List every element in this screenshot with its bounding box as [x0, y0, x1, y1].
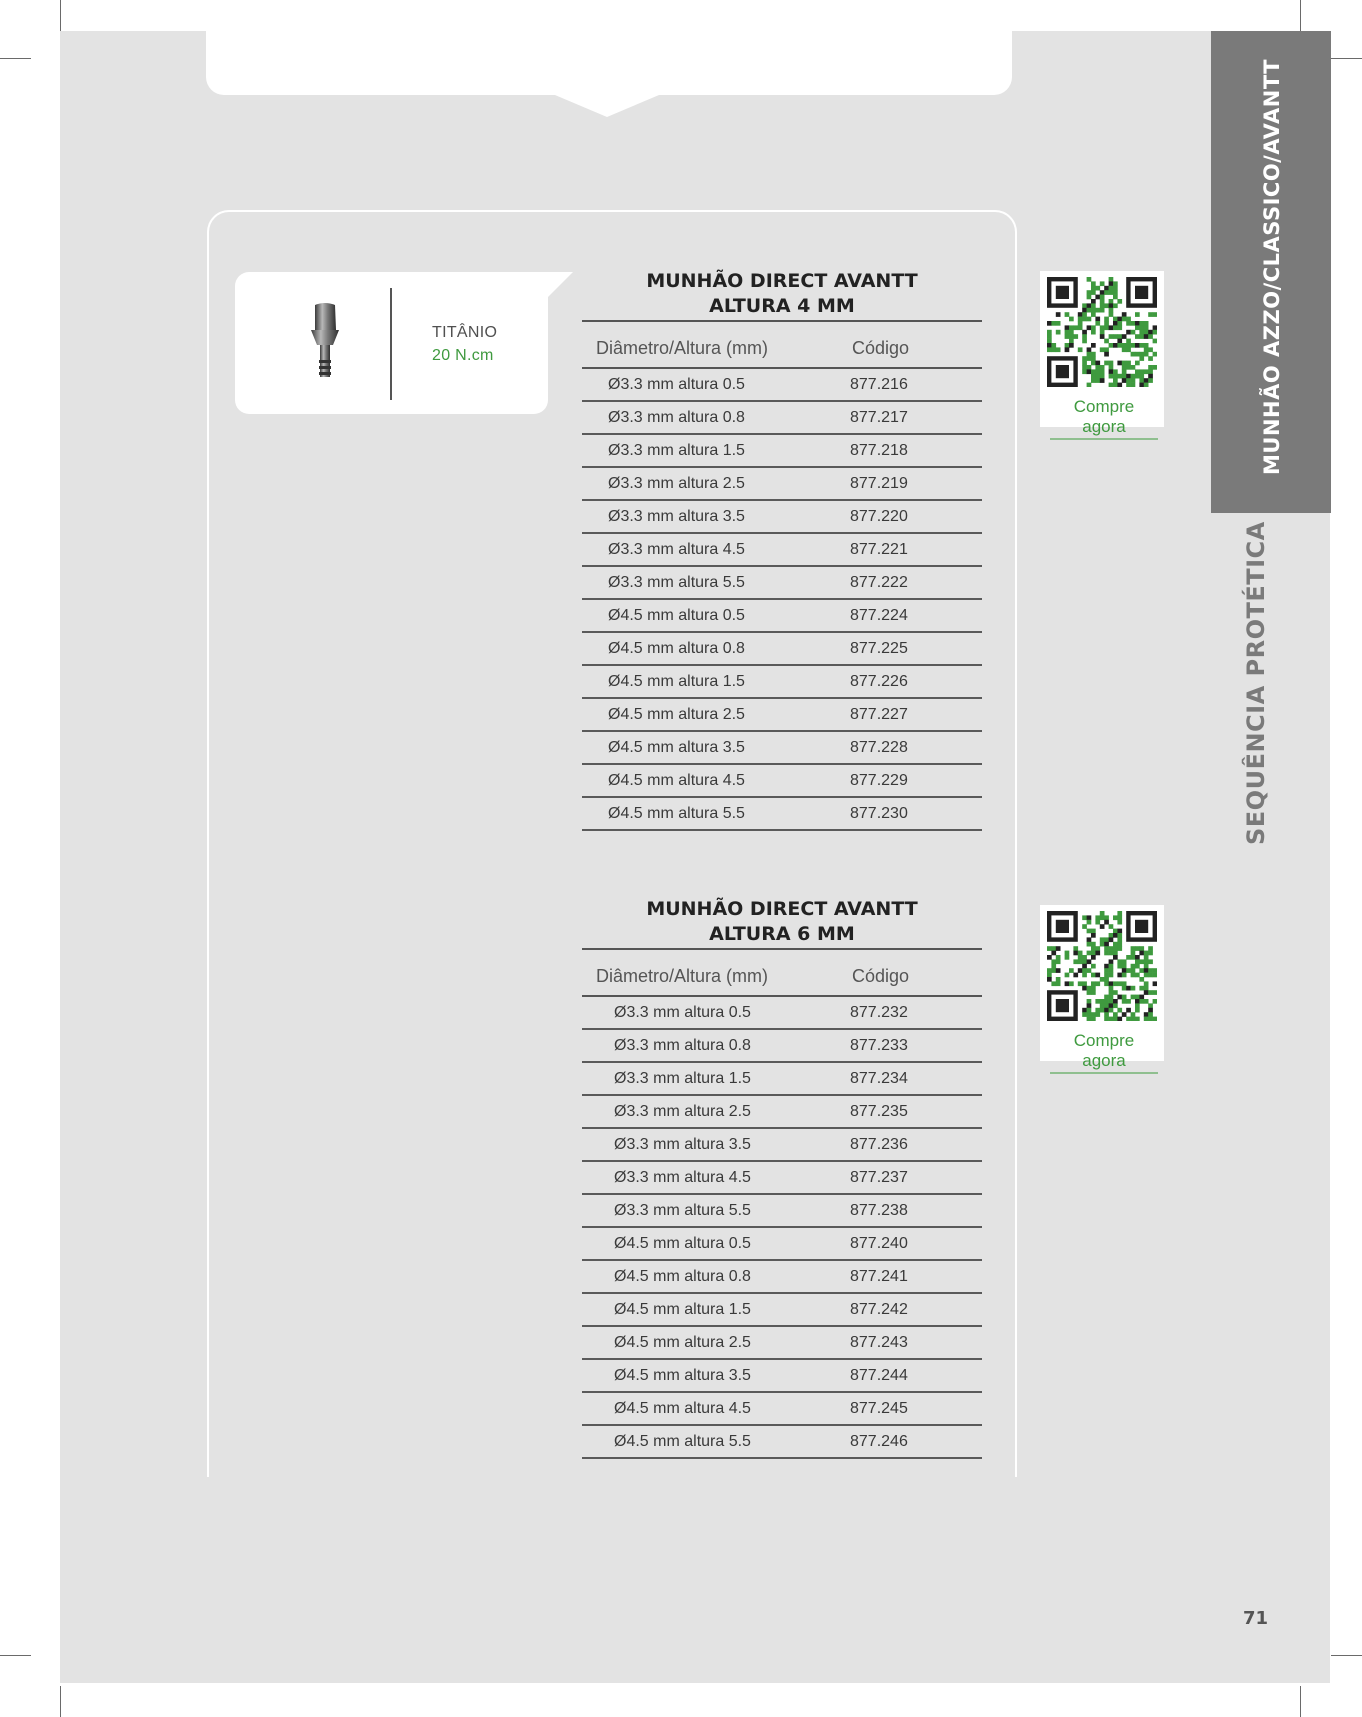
- row-code: 877.218: [850, 442, 908, 459]
- buy-now-link[interactable]: Compre agora: [1050, 397, 1158, 440]
- column-header-diameter: Diâmetro/Altura (mm): [596, 966, 769, 986]
- row-code: 877.236: [850, 1136, 908, 1153]
- row-desc: Ø3.3 mm altura 3.5: [608, 508, 745, 525]
- abutment-image: [300, 300, 350, 385]
- row-desc: Ø4.5 mm altura 5.5: [608, 805, 745, 822]
- table-row: [582, 600, 982, 633]
- header-tab: [206, 31, 1012, 95]
- crop-mark: [1300, 0, 1301, 31]
- qr-code-icon: [1047, 911, 1157, 1021]
- row-code: 877.219: [850, 475, 908, 492]
- qr-code-buy-2[interactable]: [1040, 905, 1164, 1070]
- crop-mark: [0, 1655, 31, 1656]
- row-desc: Ø3.3 mm altura 1.5: [614, 1070, 751, 1087]
- row-desc: Ø3.3 mm altura 4.5: [614, 1169, 751, 1186]
- table-row: [582, 501, 982, 534]
- row-desc: Ø3.3 mm altura 2.5: [608, 475, 745, 492]
- crop-mark: [1331, 58, 1362, 59]
- table-row: [582, 1096, 982, 1129]
- row-code: 877.241: [850, 1268, 908, 1285]
- row-code: 877.226: [850, 673, 908, 690]
- crop-mark: [0, 58, 31, 59]
- row-desc: Ø4.5 mm altura 2.5: [614, 1334, 751, 1351]
- row-desc: Ø4.5 mm altura 3.5: [614, 1367, 751, 1384]
- row-desc: Ø4.5 mm altura 4.5: [608, 772, 745, 789]
- table-row: [582, 534, 982, 567]
- side-tab-label: MUNHÃO AZZO/CLASSICO/AVANTT: [1260, 59, 1284, 475]
- row-code: 877.220: [850, 508, 908, 525]
- table-row: [582, 1162, 982, 1195]
- table-row: [582, 798, 982, 831]
- table-row: [582, 402, 982, 435]
- row-code: 877.238: [850, 1202, 908, 1219]
- table-row: [582, 1426, 982, 1459]
- row-desc: Ø3.3 mm altura 3.5: [614, 1136, 751, 1153]
- table-row: [582, 435, 982, 468]
- table-row: [582, 666, 982, 699]
- table-title-line: MUNHÃO DIRECT AVANTT: [646, 270, 918, 292]
- row-code: 877.227: [850, 706, 908, 723]
- row-desc: Ø4.5 mm altura 0.8: [614, 1268, 751, 1285]
- material-label: TITÂNIO: [432, 324, 498, 341]
- table-1-header: [582, 332, 982, 368]
- table-row: [582, 633, 982, 666]
- qr-code-icon: [1047, 277, 1157, 387]
- header-notch: [555, 95, 659, 117]
- page-number: 71: [1243, 1608, 1269, 1629]
- crop-mark: [60, 1686, 61, 1717]
- row-code: 877.221: [850, 541, 908, 558]
- row-code: 877.243: [850, 1334, 908, 1351]
- row-code: 877.244: [850, 1367, 908, 1384]
- table-rule: [582, 948, 982, 950]
- buy-now-link[interactable]: Compre agora: [1050, 1031, 1158, 1074]
- table-row: [582, 1030, 982, 1063]
- table-row: [582, 1228, 982, 1261]
- crop-mark: [1300, 1686, 1301, 1717]
- column-header-diameter: Diâmetro/Altura (mm): [596, 338, 769, 358]
- table-row: [582, 1063, 982, 1096]
- table-row: [582, 732, 982, 765]
- table-row: [582, 1129, 982, 1162]
- column-header-code: Código: [852, 338, 910, 358]
- row-code: 877.235: [850, 1103, 908, 1120]
- table-row: [582, 1294, 982, 1327]
- table-row: [582, 765, 982, 798]
- row-desc: Ø4.5 mm altura 0.5: [614, 1235, 751, 1252]
- table-title-line: ALTURA 4 MM: [709, 295, 855, 317]
- row-desc: Ø3.3 mm altura 0.8: [614, 1037, 751, 1054]
- column-header-code: Código: [852, 966, 910, 986]
- row-desc: Ø4.5 mm altura 3.5: [608, 739, 745, 756]
- torque-label: 20 N.cm: [432, 347, 494, 364]
- table-row: [582, 1261, 982, 1294]
- row-desc: Ø3.3 mm altura 0.8: [608, 409, 745, 426]
- row-code: 877.222: [850, 574, 908, 591]
- row-desc: Ø4.5 mm altura 1.5: [608, 673, 745, 690]
- row-code: 877.242: [850, 1301, 908, 1318]
- row-desc: Ø3.3 mm altura 0.5: [614, 1004, 751, 1021]
- crop-mark: [60, 0, 61, 31]
- row-desc: Ø4.5 mm altura 1.5: [614, 1301, 751, 1318]
- row-code: 877.224: [850, 607, 908, 624]
- table-title-line: ALTURA 6 MM: [709, 923, 855, 945]
- table-title-line: MUNHÃO DIRECT AVANTT: [646, 898, 918, 920]
- row-code: 877.237: [850, 1169, 908, 1186]
- row-code: 877.225: [850, 640, 908, 657]
- table-row: [582, 369, 982, 402]
- row-desc: Ø3.3 mm altura 4.5: [608, 541, 745, 558]
- row-code: 877.233: [850, 1037, 908, 1054]
- table-row: [582, 1195, 982, 1228]
- table-row: [582, 468, 982, 501]
- section-label: SEQUÊNCIA PROTÉTICA: [1242, 521, 1270, 845]
- row-code: 877.230: [850, 805, 908, 822]
- table-row: [582, 567, 982, 600]
- table-1-title: [582, 269, 982, 319]
- row-desc: Ø3.3 mm altura 5.5: [608, 574, 745, 591]
- row-desc: Ø4.5 mm altura 5.5: [614, 1433, 751, 1450]
- row-desc: Ø3.3 mm altura 0.5: [608, 376, 745, 393]
- table-2-header: [582, 960, 982, 996]
- table-row: [582, 1360, 982, 1393]
- row-desc: Ø3.3 mm altura 1.5: [608, 442, 745, 459]
- product-card-notch: [547, 272, 573, 298]
- card-divider: [390, 288, 392, 400]
- row-code: 877.216: [850, 376, 908, 393]
- row-code: 877.229: [850, 772, 908, 789]
- row-code: 877.228: [850, 739, 908, 756]
- table-row: [582, 997, 982, 1030]
- table-row: [582, 1327, 982, 1360]
- row-desc: Ø4.5 mm altura 4.5: [614, 1400, 751, 1417]
- table-2-title: [582, 897, 982, 947]
- row-desc: Ø4.5 mm altura 2.5: [608, 706, 745, 723]
- row-code: 877.245: [850, 1400, 908, 1417]
- row-desc: Ø3.3 mm altura 2.5: [614, 1103, 751, 1120]
- row-code: 877.232: [850, 1004, 908, 1021]
- row-code: 877.234: [850, 1070, 908, 1087]
- row-desc: Ø4.5 mm altura 0.8: [608, 640, 745, 657]
- table-row: [582, 1393, 982, 1426]
- row-code: 877.246: [850, 1433, 908, 1450]
- qr-code-buy-1[interactable]: [1040, 271, 1164, 436]
- table-rule: [582, 320, 982, 322]
- row-code: 877.240: [850, 1235, 908, 1252]
- row-desc: Ø3.3 mm altura 5.5: [614, 1202, 751, 1219]
- row-desc: Ø4.5 mm altura 0.5: [608, 607, 745, 624]
- table-row: [582, 699, 982, 732]
- crop-mark: [1331, 1655, 1362, 1656]
- row-code: 877.217: [850, 409, 908, 426]
